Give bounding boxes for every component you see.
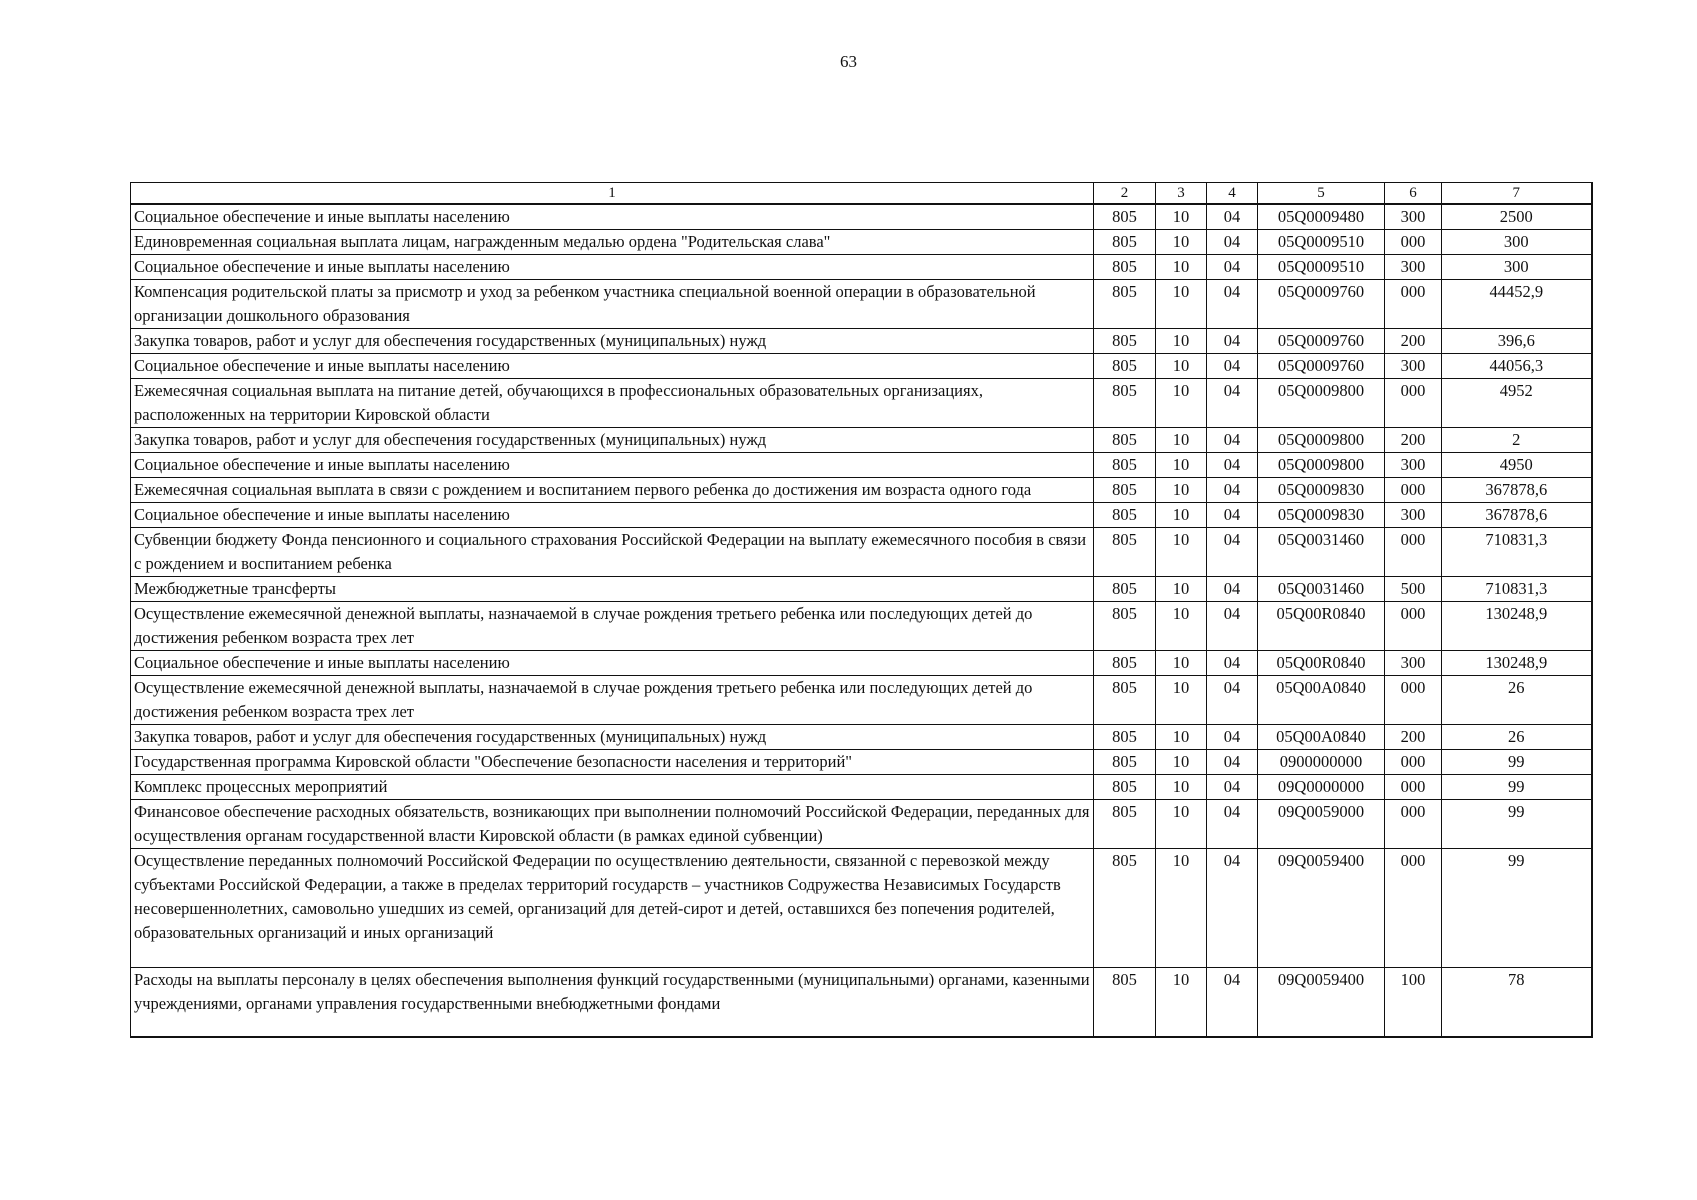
expense-type-cell: 200: [1385, 329, 1442, 354]
ved-cell: 805: [1094, 453, 1156, 478]
table-row: [131, 775, 1592, 800]
table-row: [131, 280, 1592, 329]
ved-cell: 805: [1094, 230, 1156, 255]
table-row: [131, 849, 1592, 968]
ved-cell: 805: [1094, 204, 1156, 230]
amount-cell: 130248,9: [1442, 602, 1592, 651]
subsection-cell: 04: [1207, 379, 1258, 428]
ved-cell: 805: [1094, 750, 1156, 775]
ved-cell: 805: [1094, 478, 1156, 503]
row-name-cell: Финансовое обеспечение расходных обязательств, возникающих при выполнении полномочий Российской Федерации, переданных для осуществления органам государственной власти Кировской области (в рамках единой субвенции): [131, 800, 1094, 849]
amount-cell: 300: [1442, 255, 1592, 280]
target-article-cell: 05Q0009510: [1258, 255, 1385, 280]
subsection-cell: 04: [1207, 230, 1258, 255]
table-row: [131, 204, 1592, 230]
ved-cell: 805: [1094, 428, 1156, 453]
row-name-cell: Закупка товаров, работ и услуг для обеспечения государственных (муниципальных) нужд: [131, 329, 1094, 354]
amount-cell: 367878,6: [1442, 503, 1592, 528]
row-name-cell: Социальное обеспечение и иные выплаты населению: [131, 651, 1094, 676]
ved-cell: 805: [1094, 329, 1156, 354]
expense-type-cell: 300: [1385, 255, 1442, 280]
subsection-cell: 04: [1207, 528, 1258, 577]
table-row: [131, 503, 1592, 528]
subsection-cell: 04: [1207, 255, 1258, 280]
target-article-cell: 05Q00R0840: [1258, 602, 1385, 651]
expense-type-cell: 000: [1385, 849, 1442, 968]
expense-type-cell: 000: [1385, 775, 1442, 800]
row-name-cell: Социальное обеспечение и иные выплаты населению: [131, 255, 1094, 280]
amount-cell: 99: [1442, 775, 1592, 800]
section-cell: 10: [1156, 725, 1207, 750]
target-article-cell: 09Q0059400: [1258, 849, 1385, 968]
target-article-cell: 05Q0009830: [1258, 478, 1385, 503]
amount-cell: 99: [1442, 849, 1592, 968]
expense-type-cell: 000: [1385, 230, 1442, 255]
target-article-cell: 09Q0059000: [1258, 800, 1385, 849]
ved-cell: 805: [1094, 255, 1156, 280]
section-cell: 10: [1156, 329, 1207, 354]
header-cell-6: 6: [1385, 183, 1442, 205]
subsection-cell: 04: [1207, 968, 1258, 1038]
table-row: [131, 354, 1592, 379]
section-cell: 10: [1156, 651, 1207, 676]
amount-cell: 396,6: [1442, 329, 1592, 354]
target-article-cell: 05Q00A0840: [1258, 676, 1385, 725]
row-name-cell: Социальное обеспечение и иные выплаты населению: [131, 204, 1094, 230]
expense-type-cell: 300: [1385, 453, 1442, 478]
expense-type-cell: 000: [1385, 280, 1442, 329]
row-name-cell: Компенсация родительской платы за присмотр и уход за ребенком участника специальной военной операции в образовательной организации дошкольного образования: [131, 280, 1094, 329]
row-name-cell: Государственная программа Кировской области "Обеспечение безопасности населения и территорий": [131, 750, 1094, 775]
subsection-cell: 04: [1207, 577, 1258, 602]
subsection-cell: 04: [1207, 849, 1258, 968]
subsection-cell: 04: [1207, 750, 1258, 775]
section-cell: 10: [1156, 775, 1207, 800]
subsection-cell: 04: [1207, 280, 1258, 329]
ved-cell: 805: [1094, 775, 1156, 800]
target-article-cell: 05Q00A0840: [1258, 725, 1385, 750]
ved-cell: 805: [1094, 968, 1156, 1038]
table-row: [131, 750, 1592, 775]
page-number: 63: [840, 52, 857, 71]
target-article-cell: 05Q0009480: [1258, 204, 1385, 230]
budget-table: [130, 182, 1593, 1038]
table-row: [131, 968, 1592, 1038]
expense-type-cell: 000: [1385, 800, 1442, 849]
table-row: [131, 453, 1592, 478]
header-row: [131, 183, 1592, 205]
subsection-cell: 04: [1207, 725, 1258, 750]
amount-cell: 99: [1442, 800, 1592, 849]
subsection-cell: 04: [1207, 453, 1258, 478]
section-cell: 10: [1156, 503, 1207, 528]
target-article-cell: 05Q0009800: [1258, 379, 1385, 428]
expense-type-cell: 300: [1385, 354, 1442, 379]
target-article-cell: 09Q0059400: [1258, 968, 1385, 1038]
section-cell: 10: [1156, 204, 1207, 230]
subsection-cell: 04: [1207, 651, 1258, 676]
table-row: [131, 651, 1592, 676]
row-name-cell: Ежемесячная социальная выплата на питание детей, обучающихся в профессиональных образовательных организациях, расположенных на территории Кировской области: [131, 379, 1094, 428]
subsection-cell: 04: [1207, 503, 1258, 528]
section-cell: 10: [1156, 750, 1207, 775]
target-article-cell: 05Q0009800: [1258, 428, 1385, 453]
table-row: [131, 428, 1592, 453]
row-name-cell: Социальное обеспечение и иные выплаты населению: [131, 354, 1094, 379]
target-article-cell: 05Q00R0840: [1258, 651, 1385, 676]
subsection-cell: 04: [1207, 204, 1258, 230]
amount-cell: 130248,9: [1442, 651, 1592, 676]
table-row: [131, 379, 1592, 428]
expense-type-cell: 300: [1385, 503, 1442, 528]
section-cell: 10: [1156, 354, 1207, 379]
row-name-cell: Субвенции бюджету Фонда пенсионного и социального страхования Российской Федерации на выплату ежемесячного пособия в связи с рождением и воспитанием ребенка: [131, 528, 1094, 577]
target-article-cell: 05Q0009760: [1258, 329, 1385, 354]
target-article-cell: 05Q0009760: [1258, 354, 1385, 379]
row-name-cell: Комплекс процессных мероприятий: [131, 775, 1094, 800]
ved-cell: 805: [1094, 676, 1156, 725]
section-cell: 10: [1156, 280, 1207, 329]
amount-cell: 300: [1442, 230, 1592, 255]
amount-cell: 44452,9: [1442, 280, 1592, 329]
section-cell: 10: [1156, 849, 1207, 968]
amount-cell: 4950: [1442, 453, 1592, 478]
expense-type-cell: 000: [1385, 676, 1442, 725]
header-cell-2: 2: [1094, 183, 1156, 205]
row-name-cell: Осуществление ежемесячной денежной выплаты, назначаемой в случае рождения третьего ребенка или последующих детей до достижения ребенком возраста трех лет: [131, 602, 1094, 651]
row-name-cell: Межбюджетные трансферты: [131, 577, 1094, 602]
subsection-cell: 04: [1207, 800, 1258, 849]
ved-cell: 805: [1094, 354, 1156, 379]
table-row: [131, 577, 1592, 602]
ved-cell: 805: [1094, 577, 1156, 602]
section-cell: 10: [1156, 602, 1207, 651]
subsection-cell: 04: [1207, 329, 1258, 354]
section-cell: 10: [1156, 478, 1207, 503]
subsection-cell: 04: [1207, 676, 1258, 725]
amount-cell: 2500: [1442, 204, 1592, 230]
section-cell: 10: [1156, 676, 1207, 725]
row-name-cell: Расходы на выплаты персоналу в целях обеспечения выполнения функций государственными (муниципальными) органами, казенными учреждениями, органами управления государственными внебюджетными фондами: [131, 968, 1094, 1038]
expense-type-cell: 300: [1385, 204, 1442, 230]
amount-cell: 99: [1442, 750, 1592, 775]
section-cell: 10: [1156, 428, 1207, 453]
section-cell: 10: [1156, 577, 1207, 602]
expense-type-cell: 000: [1385, 379, 1442, 428]
ved-cell: 805: [1094, 528, 1156, 577]
target-article-cell: 05Q0031460: [1258, 528, 1385, 577]
ved-cell: 805: [1094, 280, 1156, 329]
amount-cell: 367878,6: [1442, 478, 1592, 503]
row-name-cell: Социальное обеспечение и иные выплаты населению: [131, 453, 1094, 478]
ved-cell: 805: [1094, 800, 1156, 849]
amount-cell: 26: [1442, 725, 1592, 750]
table-row: [131, 676, 1592, 725]
ved-cell: 805: [1094, 725, 1156, 750]
target-article-cell: 09Q0000000: [1258, 775, 1385, 800]
ved-cell: 805: [1094, 651, 1156, 676]
target-article-cell: 05Q0009510: [1258, 230, 1385, 255]
expense-type-cell: 200: [1385, 428, 1442, 453]
amount-cell: 4952: [1442, 379, 1592, 428]
row-name-cell: Закупка товаров, работ и услуг для обеспечения государственных (муниципальных) нужд: [131, 725, 1094, 750]
target-article-cell: 0900000000: [1258, 750, 1385, 775]
amount-cell: 2: [1442, 428, 1592, 453]
subsection-cell: 04: [1207, 602, 1258, 651]
expense-type-cell: 100: [1385, 968, 1442, 1038]
section-cell: 10: [1156, 528, 1207, 577]
header-cell-3: 3: [1156, 183, 1207, 205]
subsection-cell: 04: [1207, 428, 1258, 453]
row-name-cell: Социальное обеспечение и иные выплаты населению: [131, 503, 1094, 528]
section-cell: 10: [1156, 255, 1207, 280]
row-name-cell: Закупка товаров, работ и услуг для обеспечения государственных (муниципальных) нужд: [131, 428, 1094, 453]
target-article-cell: 05Q0031460: [1258, 577, 1385, 602]
section-cell: 10: [1156, 968, 1207, 1038]
amount-cell: 710831,3: [1442, 528, 1592, 577]
table-row: [131, 478, 1592, 503]
subsection-cell: 04: [1207, 478, 1258, 503]
table-row: [131, 800, 1592, 849]
ved-cell: 805: [1094, 602, 1156, 651]
row-name-cell: Ежемесячная социальная выплата в связи с рождением и воспитанием первого ребенка до достижения им возраста одного года: [131, 478, 1094, 503]
subsection-cell: 04: [1207, 354, 1258, 379]
ved-cell: 805: [1094, 379, 1156, 428]
expense-type-cell: 300: [1385, 651, 1442, 676]
row-name-cell: Единовременная социальная выплата лицам, награжденным медалью ордена "Родительская слава": [131, 230, 1094, 255]
section-cell: 10: [1156, 379, 1207, 428]
amount-cell: 44056,3: [1442, 354, 1592, 379]
table-row: [131, 602, 1592, 651]
table-row: [131, 230, 1592, 255]
table-row: [131, 725, 1592, 750]
target-article-cell: 05Q0009830: [1258, 503, 1385, 528]
amount-cell: 78: [1442, 968, 1592, 1038]
header-cell-7: 7: [1442, 183, 1592, 205]
expense-type-cell: 000: [1385, 478, 1442, 503]
row-name-cell: Осуществление переданных полномочий Российской Федерации по осуществлению деятельности, связанной с перевозкой между субъектами Российской Федерации, а также в пределах территорий государств – участников Содружества Независимых Государств несовершеннолетних, самовольно ушедших из семей, организаций для детей-сирот и детей, оставшихся без попечения родителей, образовательных организаций и иных организаций: [131, 849, 1094, 968]
ved-cell: 805: [1094, 849, 1156, 968]
expense-type-cell: 200: [1385, 725, 1442, 750]
subsection-cell: 04: [1207, 775, 1258, 800]
expense-type-cell: 000: [1385, 528, 1442, 577]
section-cell: 10: [1156, 453, 1207, 478]
table-row: [131, 255, 1592, 280]
header-cell-1: 1: [131, 183, 1094, 205]
expense-type-cell: 500: [1385, 577, 1442, 602]
table-row: [131, 329, 1592, 354]
ved-cell: 805: [1094, 503, 1156, 528]
expense-type-cell: 000: [1385, 750, 1442, 775]
amount-cell: 26: [1442, 676, 1592, 725]
target-article-cell: 05Q0009760: [1258, 280, 1385, 329]
amount-cell: 710831,3: [1442, 577, 1592, 602]
section-cell: 10: [1156, 800, 1207, 849]
header-cell-4: 4: [1207, 183, 1258, 205]
row-name-cell: Осуществление ежемесячной денежной выплаты, назначаемой в случае рождения третьего ребенка или последующих детей до достижения ребенком возраста трех лет: [131, 676, 1094, 725]
expense-type-cell: 000: [1385, 602, 1442, 651]
section-cell: 10: [1156, 230, 1207, 255]
target-article-cell: 05Q0009800: [1258, 453, 1385, 478]
table-body: [131, 204, 1592, 1037]
header-cell-5: 5: [1258, 183, 1385, 205]
table-row: [131, 528, 1592, 577]
